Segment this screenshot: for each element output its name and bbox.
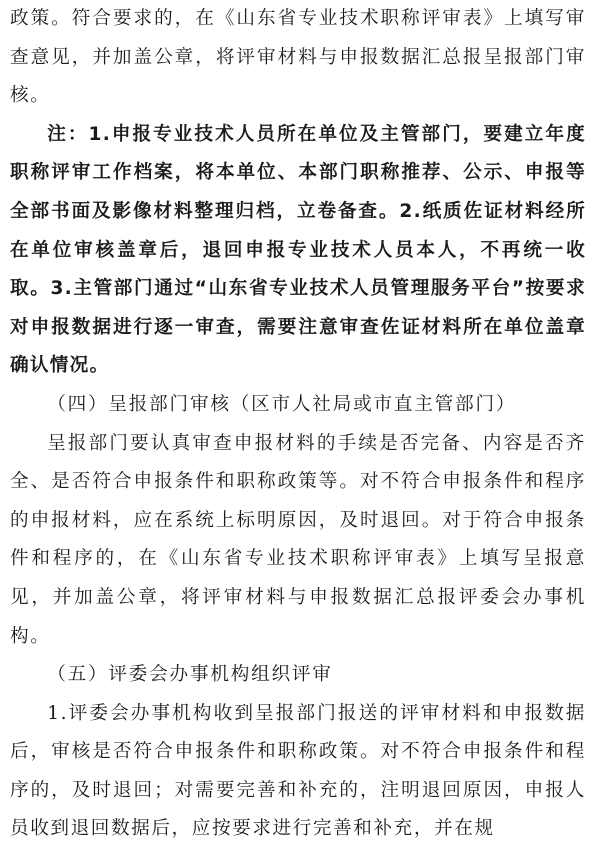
section-heading: （五）评委会办事机构组织评审 bbox=[47, 664, 333, 686]
body-paragraph: 呈报部门要认真审查申报材料的手续是否完备、内容是否齐全、是否符合申报条件和职称政策等。对不符合申报条件和程序的申报材料，应在系统上标明原因，及时退回。对于符合申报条件和程序的，在《山东省专业技术职称评审表》上填写呈报意见，并加盖公章，将评审材料与申报数据汇总报评委会办事机构。 bbox=[10, 432, 586, 647]
section-heading: （四）呈报部门审核（区市人社局或市直主管部门） bbox=[47, 393, 517, 415]
body-paragraph: 1.评委会办事机构收到呈报部门报送的评审材料和申报数据后，审核是否符合申报条件和职称政策。对不符合申报条件和程序的，及时退回；对需要完善和补充的，注明退回原因，申报人员收到退回数据后，应按要求进行完善和补充，并在规 bbox=[10, 702, 586, 840]
body-paragraph: 政策。符合要求的，在《山东省专业技术职称评审表》上填写审查意见，并加盖公章，将评审材料与申报数据汇总报呈报部门审核。 bbox=[10, 8, 586, 107]
note-paragraph: 注：1.申报专业技术人员所在单位及主管部门，要建立年度职称评审工作档案，将本单位、本部门职称推荐、公示、申报等全部书面及影像材料整理归档，立卷备查。2.纸质佐证材料经所在单位审核盖章后，退回申报专业技术人员本人，不再统一收取。3.主管部门通过“山东省专业技术人员管理服务平台”按要求对申报数据进行逐一审查，需要注意审查佐证材料所在单位盖章确认情况。 bbox=[10, 123, 586, 377]
